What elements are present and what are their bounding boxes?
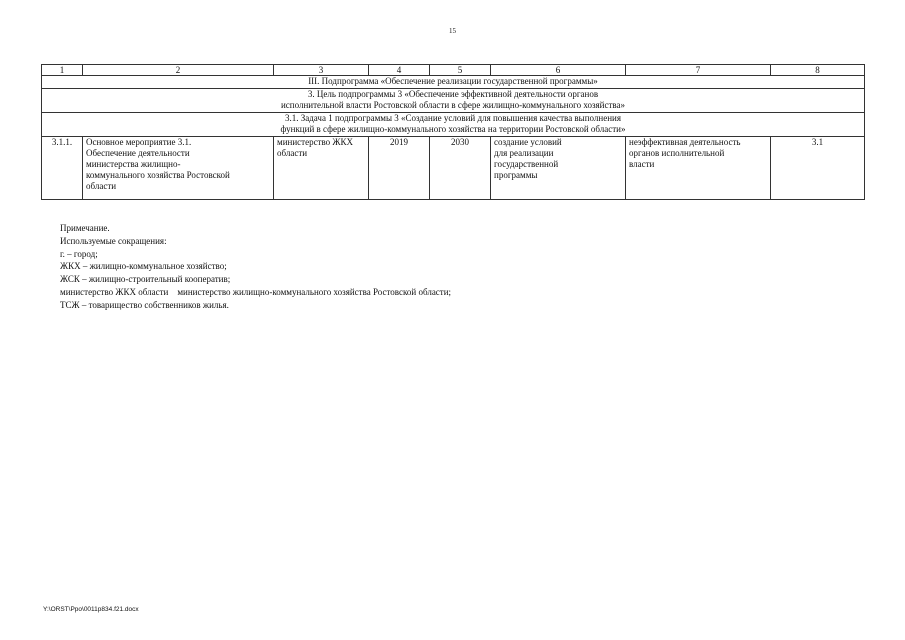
measure-name-line: Обеспечение деятельности: [86, 148, 190, 158]
subprogram-heading: III. Подпрограмма «Обеспечение реализации государственной программы»: [42, 76, 865, 89]
task-line: 3.1. Задача 1 подпрограммы 3 «Создание условий для повышения качества выполнения: [284, 113, 622, 123]
consequence-cell: [626, 137, 771, 200]
measure-name-line: коммунального хозяйства Ростовской: [86, 170, 230, 180]
footer-file-path: Y:\ORST\Ppo\0011p834.f21.docx: [43, 606, 139, 613]
notes-title: Примечание.: [60, 223, 110, 233]
consequence-line: органов исполнительной: [629, 148, 725, 158]
result-line: программы: [494, 170, 538, 180]
column-number: 5: [430, 65, 491, 76]
notes-intro: Используемые сокращения:: [60, 235, 167, 246]
column-number: 2: [83, 65, 274, 76]
column-number-row: [42, 65, 865, 76]
measure-name-line: министерства жилищно-: [86, 159, 181, 169]
measure-name-line: Основное мероприятие 3.1.: [86, 137, 192, 147]
result-line: создание условий: [494, 137, 562, 147]
abbreviation-item: ТСЖ – товарищество собственников жилья.: [60, 299, 229, 310]
row-number-cell: 3.1.1.: [42, 137, 83, 200]
result-line: для реализации: [494, 148, 554, 158]
column-number: 1: [42, 65, 83, 76]
end-year-cell: 2030: [430, 137, 491, 200]
column-number: 3: [274, 65, 369, 76]
program-table: [41, 64, 865, 200]
abbreviation-item: г. – город;: [60, 248, 98, 259]
measure-name-line: области: [86, 181, 117, 191]
indicator-link-cell: 3.1: [771, 137, 865, 200]
result-line: государственной: [494, 159, 559, 169]
goal-row: [42, 89, 865, 113]
abbreviation-item: ЖКХ – жилищно-коммунальное хозяйство;: [60, 261, 227, 272]
task-heading: [42, 113, 865, 137]
task-line: функций в сфере жилищно-коммунального хозяйства на территории Ростовской области»: [280, 124, 626, 134]
abbreviation-item: ЖСК – жилищно-строительный кооператив;: [60, 274, 231, 285]
notes-block: [60, 222, 451, 312]
goal-line: исполнительной власти Ростовской области в сфере жилищно-коммунального хозяйства»: [280, 100, 626, 110]
column-number: 8: [771, 65, 865, 76]
goal-line: 3. Цель подпрограммы 3 «Обеспечение эффективной деятельности органов: [307, 89, 599, 99]
consequence-line: власти: [629, 159, 655, 169]
section-heading-row: [42, 76, 865, 89]
table-row: [42, 137, 865, 200]
goal-heading: [42, 89, 865, 113]
column-number: 7: [626, 65, 771, 76]
column-number: 6: [491, 65, 626, 76]
start-year-cell: 2019: [369, 137, 430, 200]
consequence-line: неэффективная деятельность: [629, 137, 741, 147]
task-row: [42, 113, 865, 137]
measure-name-cell: [83, 137, 274, 200]
column-number: 4: [369, 65, 430, 76]
abbreviation-item: министерство ЖКХ области министерство жилищно-коммунального хозяйства Ростовской области;: [60, 286, 452, 297]
expected-result-cell: [491, 137, 626, 200]
executor-cell: министерство ЖКХ области: [274, 137, 369, 200]
page-number: 15: [449, 27, 456, 35]
